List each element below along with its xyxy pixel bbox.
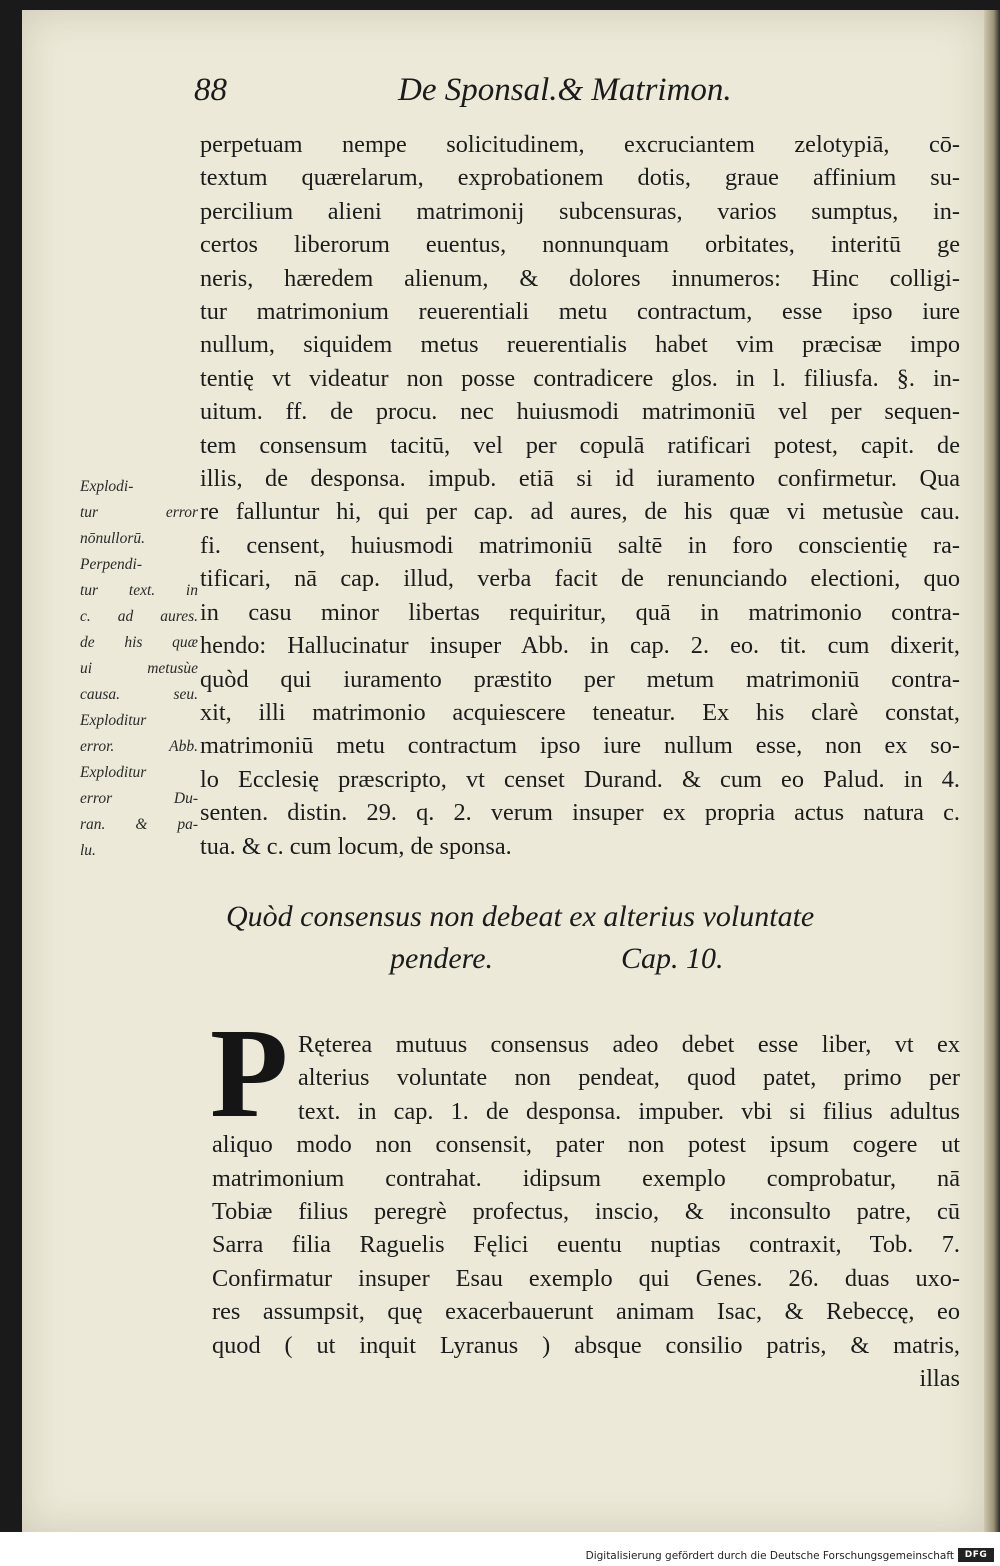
catchword: illas [919, 1365, 960, 1393]
text-line: quòd qui iuramento præstito per metum matrimoniū contra- [200, 665, 960, 693]
margin-line: lu. [80, 842, 96, 859]
margin-line: ran. & pa- [80, 816, 198, 833]
dfg-logo: DFG [958, 1548, 994, 1562]
text-line: neris, hæredem alienum, & dolores innumeros: Hinc colligi- [200, 264, 960, 292]
margin-line: tur text. in [80, 582, 198, 599]
text-line: lo Ecclesię præscripto, vt censet Durand. & cum eo Palud. in 4. [200, 765, 960, 793]
text-line: Tobiæ filius peregrè profectus, inscio, & inconsulto patre, cū [212, 1198, 960, 1226]
text-line: uitum. ff. de procu. nec huiusmodi matrimoniū vel per sequen- [200, 398, 960, 426]
text-line: text. in cap. 1. de desponsa. impuber. vbi si filius adultus [298, 1097, 960, 1125]
page-header [180, 72, 790, 116]
margin-line: nōnullorū. [80, 530, 146, 547]
text-line: hendo: Hallucinatur insuper Abb. in cap. 2. eo. tit. cum dixerit, [200, 632, 960, 660]
text-line: Sarra filia Raguelis Fęlici euentu nuptias contraxit, Tob. 7. [212, 1231, 960, 1259]
text-line: Rętereа mutuus consensus adeo debet esse liber, vt ex [298, 1031, 960, 1058]
margin-line: causa. seu. [80, 686, 198, 703]
margin-line: ui metusùe [80, 660, 198, 677]
text-line: tur matrimonium reuerentiali metu contractum, esse ipso iure [200, 298, 960, 326]
text-line: quod ( ut inquit Lyranus ) absque consilio patris, & matris, [212, 1331, 960, 1359]
marginal-note [80, 474, 198, 864]
page-number: 88 [194, 72, 227, 108]
text-line: xit, illi matrimonio acquiescere teneatur. Ex his clarè constat, [200, 698, 960, 726]
margin-line: error. Abb. [80, 738, 198, 755]
margin-line: de his quæ [80, 634, 198, 651]
text-line: tua. & c. cum locum, de sponsa. [200, 832, 512, 860]
text-line: aliquo modo non consensit, pater non potest ipsum cogere ut [212, 1131, 960, 1159]
text-line: illis, de desponsa. impub. etiā si id iuramento confirmetur. Qua [200, 465, 960, 493]
text-line: res assumpsit, quę exacerbauerunt animam Isac, & Rebeccę, eo [212, 1298, 960, 1326]
text-line: matrimonium contrahat. idipsum exemplo comprobatur, nā [212, 1164, 960, 1192]
chapter-title-end: pendere. [390, 942, 494, 975]
text-line: perpetuam nempe solicitudinem, excruciantem zelotypiā, cō- [200, 131, 960, 158]
margin-line: Exploditur [80, 764, 147, 781]
page-edge [984, 10, 1000, 1532]
chapter-title-line-1: Quòd consensus non debeat ex alterius voluntate [226, 900, 815, 933]
text-line: re falluntur hi, qui per cap. ad aures, de his quæ vi metusùe cau. [200, 498, 960, 526]
text-line: in casu minor libertas requiritur, quā in matrimonio contra- [200, 598, 960, 626]
text-line: certos liberorum euentus, nonnunquam orbitates, interitū ge [200, 231, 960, 259]
margin-line: error Du- [80, 790, 198, 807]
running-title: De Sponsal.& Matrimon. [398, 72, 732, 108]
text-line: alterius voluntate non pendeat, quod patet, primo per [298, 1064, 960, 1092]
funding-notice: Digitalisierung gefördert durch die Deutsche Forschungsgemeinschaft [585, 1550, 954, 1562]
text-line: tem consensum tacitū, vel per copulā ratificari potest, capit. de [200, 431, 960, 459]
margin-line: c. ad aures. [80, 608, 198, 625]
text-line: senten. distin. 29. q. 2. verum insuper ex propria actus natura c. [200, 799, 960, 827]
text-line: fi. censent, huiusmodi matrimoniū saltē in foro conscientię ra- [200, 531, 960, 559]
text-line: Confirmatur insuper Esau exemplo qui Genes. 26. duas uxo- [212, 1264, 960, 1292]
text-line: textum quærelarum, exprobationem dotis, graue affinium su- [200, 164, 960, 192]
footer-bar [0, 1532, 1000, 1566]
body-paragraph-2 [212, 1028, 960, 1395]
chapter-title-line-2 [226, 938, 946, 980]
text-line: tentię vt videatur non posse contradicere glos. in l. filiusfa. §. in- [200, 364, 960, 392]
text-line: matrimoniū metu contractum ipso iure nullum esse, non ex so- [200, 732, 960, 760]
margin-line: Explodi- [80, 478, 134, 495]
margin-line: tur error [80, 504, 198, 521]
chapter-heading [226, 896, 946, 980]
text-line: tificari, nā cap. illud, verba facit de renunciando electioni, quo [200, 565, 960, 593]
text-line: percilium alieni matrimonij subcensuras, varios sumptus, in- [200, 197, 960, 225]
chapter-number: Cap. 10. [621, 942, 724, 975]
margin-line: Perpendi- [80, 556, 142, 573]
body-paragraph-1 [200, 128, 960, 863]
drop-cap: P [210, 1002, 289, 1144]
text-line: nullum, siquidem metus reuerentialis habet vim præcisæ impo [200, 331, 960, 359]
margin-line: Exploditur [80, 712, 147, 729]
